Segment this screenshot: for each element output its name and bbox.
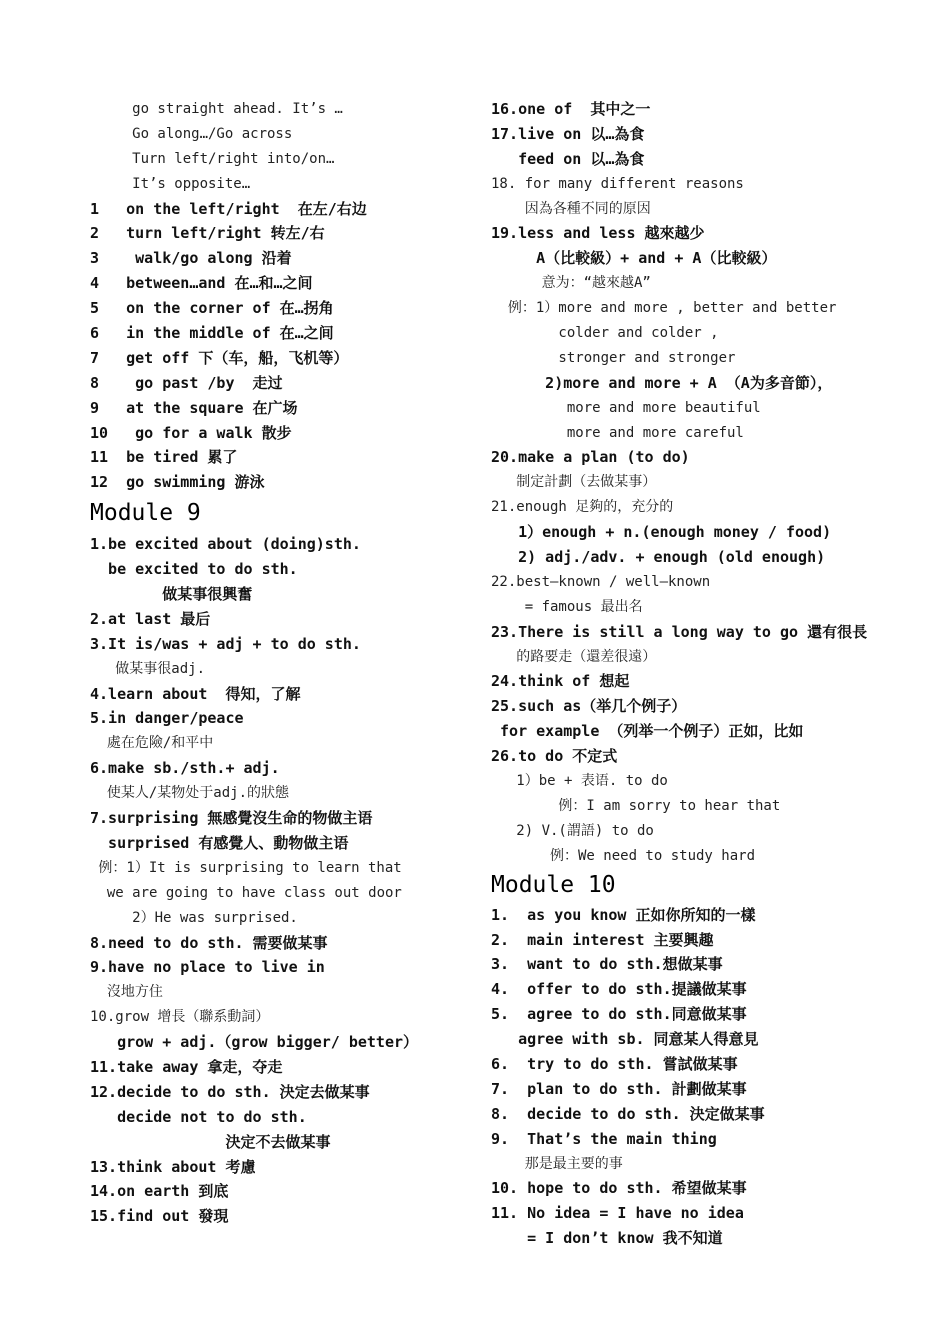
list-item: A（比較級）+ and + A（比較級） [491,249,777,268]
list-item: 11. No idea = I have no idea [491,1204,744,1223]
list-item: grow + adj.（grow bigger/ better） [90,1033,419,1052]
list-item: surprised 有感覺人、動物做主语 [90,833,349,852]
list-item: 3 walk/go along 沿着 [90,249,292,268]
list-item: 5 on the corner of 在…拐角 [90,299,334,318]
list-item: 6. try to do sth. 嘗試做某事 [491,1054,738,1073]
list-item: 17.live on 以…為食 [491,124,645,143]
list-item: 4 between…and 在…和…之间 [90,274,313,293]
list-item: 1 on the left/right 在左/右边 [90,199,367,218]
list-item: more and more careful [491,424,744,441]
list-item: 7. plan to do sth. 計劃做某事 [491,1079,747,1098]
list-item: 因為各種不同的原因 [491,200,651,217]
list-item: 3. want to do sth.想做某事 [491,955,723,974]
left-column [90,97,480,1229]
list-item: 意为：“越來越A” [491,275,651,292]
list-item: 2)more and more + A （A为多音節）， [491,373,833,392]
list-item: 12.decide to do sth. 決定去做某事 [90,1082,370,1101]
list-item: 例：1）more and more , better and better [491,300,837,317]
list-item: 2) adj./adv. + enough (old enough) [491,548,826,567]
list-item: agree with sb. 同意某人得意見 [491,1030,759,1049]
list-item: 19.less and less 越來越少 [491,224,705,243]
list-item: 例：We need to study hard [491,847,756,864]
list-item: It’s opposite… [90,175,251,192]
list-item: 14.on earth 到底 [90,1182,229,1201]
list-item: 6.make sb./sth.+ adj. [90,759,280,778]
list-item: 12 go swimming 游泳 [90,473,265,492]
list-item: 1）be + 表语. to do [491,773,668,790]
list-item: = famous 最出名 [491,598,643,615]
list-item: 7 get off 下（车，船，飞机等） [90,348,349,367]
list-item: 25.such as（举几个例子） [491,697,687,716]
list-item: 2 turn left/right 转左/右 [90,224,325,243]
list-item: 23.There is still a long way to go 還有很長 [491,622,868,641]
list-item: 16.one of 其中之一 [491,100,651,118]
module-9-list [90,532,480,1229]
list-item: 決定不去做某事 [90,1132,331,1151]
list-item: 10. hope to do sth. 希望做某事 [491,1179,747,1198]
list-item: 9.have no place to live in [90,958,325,977]
list-item: 那是最主要的事 [491,1155,623,1172]
list-item: 11.take away 拿走，夺走 [90,1057,283,1076]
list-item: 做某事很興奮 [90,585,253,604]
module-9-heading: Module 9 [90,500,201,527]
list-item: for example （列举一个例子）正如，比如 [491,722,804,741]
list-item: decide not to do sth. [90,1107,307,1126]
list-item: colder and colder , [491,325,719,342]
list-item: stronger and stronger [491,349,736,366]
module-10-list [491,903,931,1251]
list-item: 8. decide to do sth. 決定做某事 [491,1104,765,1123]
list-item: more and more beautiful [491,399,761,416]
list-item: 20.make a plan (to do) [491,448,690,467]
list-item: 11 be tired 累了 [90,448,238,467]
direction-phrases-list [90,97,480,495]
right-column [491,97,931,1251]
module-9-continued-list [491,97,931,869]
list-item: Turn left/right into/on… [90,150,335,167]
list-item: 15.find out 發現 [90,1207,229,1226]
list-item: 沒地方住 [90,984,163,1001]
list-item: feed on 以…為食 [491,149,645,168]
list-item: 7.surprising 無感覺沒生命的物做主语 [90,809,373,828]
list-item: be excited to do sth. [90,560,298,579]
list-item: 2) V.(謂語) to do [491,822,654,839]
list-item: 的路要走（還差很遠） [491,648,657,665]
list-item: 1. as you know 正如你所知的一樣 [491,905,756,924]
list-item: 6 in the middle of 在…之间 [90,324,334,343]
module-10-heading: Module 10 [491,871,616,898]
list-item: go straight ahead. It’s … [90,101,343,117]
list-item: 例：I am sorry to hear that [491,797,781,814]
list-item: 13.think about 考慮 [90,1157,256,1176]
list-item: 10.grow 增長（聯系動詞） [90,1009,270,1026]
list-item: 5.in danger/peace [90,709,244,728]
list-item: 8 go past /by 走过 [90,373,283,392]
list-item: 24.think of 想起 [491,672,630,691]
list-item: 3.It is/was + adj + to do sth. [90,634,361,653]
list-item: 做某事很adj. [90,660,206,677]
list-item: 18. for many different reasons [491,175,744,192]
list-item: 26.to do 不定式 [491,747,618,766]
list-item: 2.at last 最后 [90,609,211,628]
list-item: 1）enough + n.(enough money / food) [491,523,832,542]
list-item: 例：1）It is surprising to learn that [90,859,402,876]
list-item: = I don’t know 我不知道 [491,1229,723,1248]
list-item: we are going to have class out door [90,884,402,901]
list-item: 4.learn about 得知，了解 [90,684,301,703]
list-item: 處在危險/和平中 [90,735,214,752]
list-item: 1.be excited about (doing)sth. [90,535,361,554]
list-item: 制定計劃（去做某事） [491,474,657,491]
list-item: 21.enough 足夠的，充分的 [491,499,674,516]
list-item: 使某人/某物处于adj.的狀態 [90,785,290,802]
list-item: 9. That’s the main thing [491,1129,717,1148]
list-item: 8.need to do sth. 需要做某事 [90,933,328,952]
list-item: 2. main interest 主要興趣 [491,930,714,949]
list-item: 2）He was surprised. [90,909,298,926]
list-item: 5. agree to do sth.同意做某事 [491,1005,747,1024]
list-item: 9 at the square 在广场 [90,398,298,417]
list-item: 22.best—known / well—known [491,573,711,590]
list-item: Go along…/Go across [90,125,293,142]
list-item: 4. offer to do sth.提議做某事 [491,980,747,999]
list-item: 10 go for a walk 散步 [90,423,292,442]
